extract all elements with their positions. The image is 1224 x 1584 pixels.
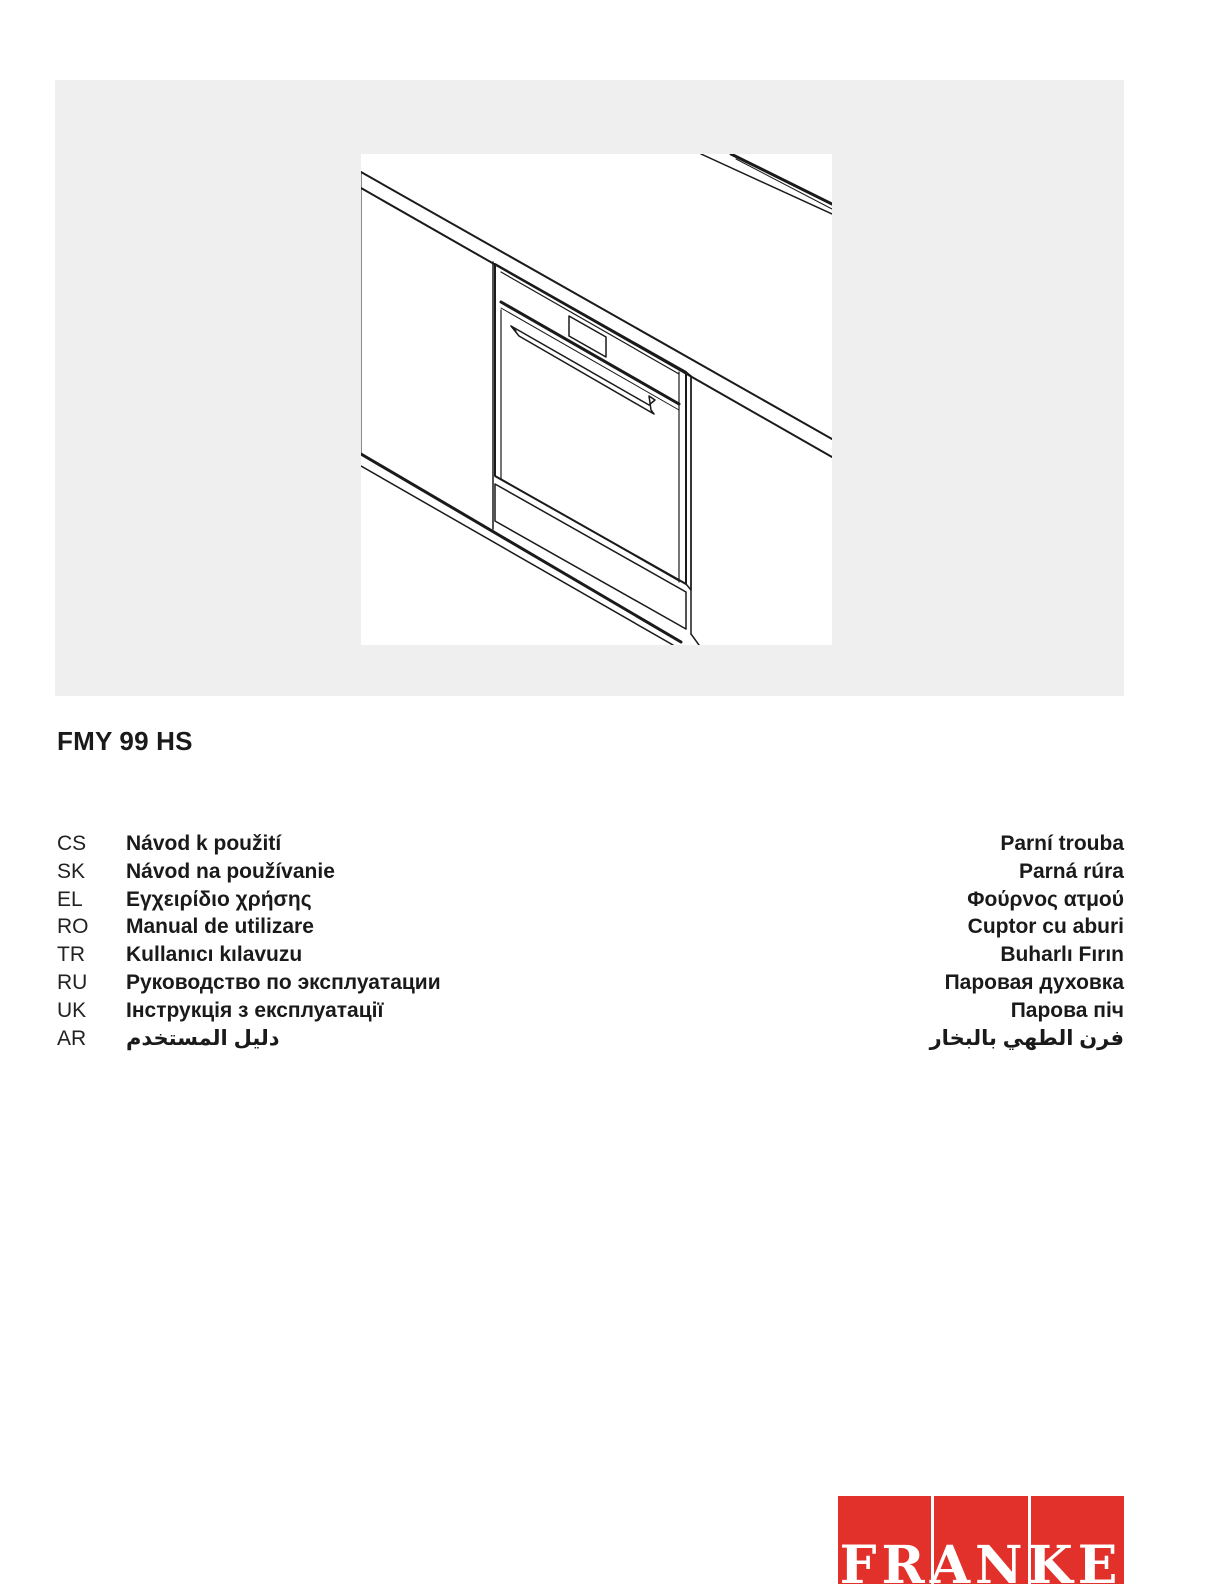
- product-name: Парова піч: [1010, 998, 1124, 1022]
- oven-illustration: [361, 154, 832, 645]
- language-row-sk: [57, 858, 1124, 886]
- built-in-oven-icon: [361, 154, 832, 645]
- manual-title: Інструкція з експлуатації: [126, 998, 384, 1022]
- language-code: TR: [57, 943, 85, 967]
- language-row-ro: [57, 913, 1124, 941]
- manual-title: Εγχειρίδιο χρήσης: [126, 887, 312, 911]
- language-row-uk: [57, 997, 1124, 1025]
- product-name: Buharlı Fırın: [1000, 943, 1124, 967]
- product-name: فرن الطهي بالبخار: [929, 1026, 1124, 1050]
- manual-title: Kullanıcı kılavuzu: [126, 943, 303, 967]
- language-row-el: [57, 886, 1124, 914]
- product-name: Cuptor cu aburi: [967, 915, 1124, 939]
- brand-name: FRANKE: [839, 1535, 1123, 1584]
- manual-title: دليل المستخدم: [126, 1026, 280, 1050]
- language-code: UK: [57, 998, 87, 1022]
- language-row-ar: [57, 1025, 1124, 1053]
- language-code: EL: [57, 887, 83, 911]
- language-code: RO: [57, 915, 89, 939]
- language-code: AR: [57, 1026, 87, 1050]
- language-code: CS: [57, 832, 87, 855]
- product-name: Parná rúra: [1018, 859, 1124, 883]
- language-list: [57, 830, 1124, 1052]
- language-row-tr: [57, 941, 1124, 969]
- manual-title: Manual de utilizare: [126, 915, 314, 939]
- franke-logo: [838, 1496, 1124, 1584]
- cover-illustration-panel: [55, 80, 1124, 696]
- product-name: Φούρνος ατμού: [967, 887, 1124, 911]
- product-name: Паровая духовка: [944, 970, 1124, 994]
- model-title: FMY 99 HS: [57, 726, 193, 756]
- manual-title: Návod k použití: [126, 832, 282, 855]
- language-row-ru: [57, 969, 1124, 997]
- manual-title: Návod na používanie: [126, 859, 335, 883]
- language-code: SK: [57, 859, 86, 883]
- language-row-cs: [57, 830, 1124, 858]
- manual-title: Руководство по эксплуатации: [126, 970, 441, 994]
- product-name: Parní trouba: [1000, 832, 1124, 855]
- language-code: RU: [57, 970, 88, 994]
